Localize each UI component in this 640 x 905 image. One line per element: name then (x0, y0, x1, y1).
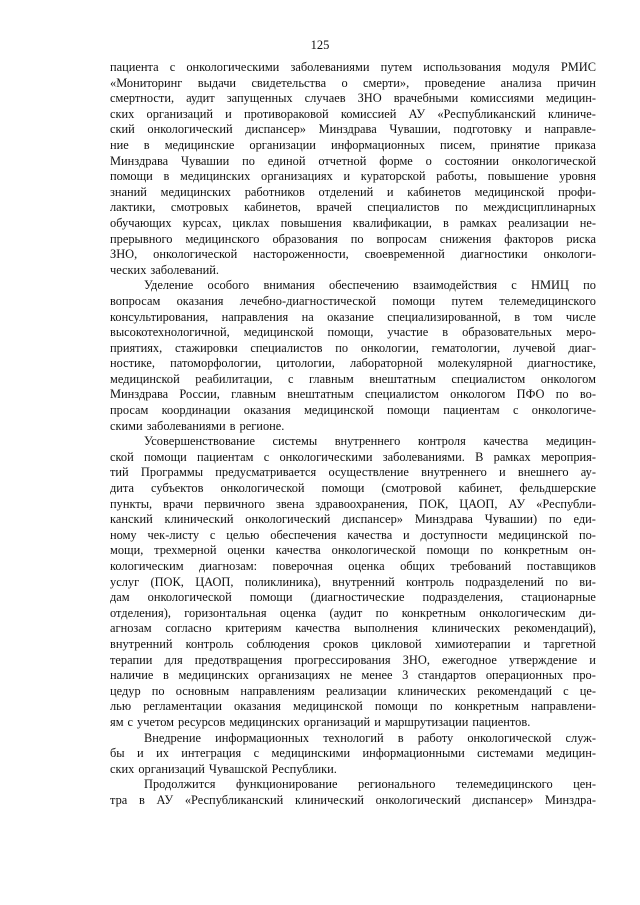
text-line: «Мониторинг выдачи свидетельства о смерти», проведение анализа причин (110, 75, 596, 90)
text-line: ЗНО, онкологической настороженности, своевременной диагностики онкологи- (110, 247, 596, 262)
text-line: Минздрава России, главным внештатным специалистом онкологом ПФО по во- (110, 387, 596, 402)
text-line: знаний медицинских работников отделений и кабинетов медицинской профи- (110, 184, 596, 199)
text-line: Уделение особого внимания обеспечению взаимодействия с НМИЦ по (144, 278, 596, 293)
text-line: лью регламентации оказания медицинской помощи по конкретным направлени- (110, 699, 596, 714)
text-line: ческих заболеваний. (110, 262, 219, 277)
text-line: пункты, врачи первичного звена здравоохранения, ПОК, ЦАОП, АУ «Республи- (110, 496, 596, 511)
text-line: внутренний контроль соблюдения сроков цикловой химиотерапии и таргетной (110, 636, 596, 651)
text-line: медицинской реабилитации, с главным внештатным специалистом онкологом (110, 371, 596, 386)
text-line: ям с учетом ресурсов медицинских организаций и маршрутизации пациентов. (110, 714, 531, 729)
page-number: 125 (310, 38, 330, 52)
text-line: кологическим диагнозам: поверочная оценка общих требований поставщиков (110, 559, 596, 573)
text-line: ному чек-листу с целью обеспечения качества и доступности медицинской по- (110, 527, 596, 542)
paragraph (110, 278, 596, 434)
text-line: канский клинический онкологический диспансер» Минздрава Чувашии) по еди- (110, 512, 596, 527)
text-line: лактики, смотровых кабинетов, врачей специалистов по междисциплинарных (110, 200, 596, 215)
document-body (110, 60, 596, 809)
text-line: прерывного медицинского образования по вопросам снижения факторов риска (110, 231, 596, 246)
text-line: бы и их интеграция с медицинскими информационными системами медицин- (110, 746, 596, 761)
text-line: смертности, аудит запущенных случаев ЗНО врачебными комиссиями медицин- (110, 91, 596, 106)
text-line: дита субъектов онкологической помощи (смотровой кабинет, фельдшерские (110, 481, 596, 496)
paragraph (110, 777, 596, 808)
text-line: вопросам оказания лечебно-диагностической помощи путем телемедицинского (110, 293, 596, 308)
text-line: обучающих курсах, циклах повышения квалификации, в рамках реализации не- (110, 215, 596, 230)
text-line: услуг (ПОК, ЦАОП, поликлиника), внутренний контроль подразделений по ви- (110, 574, 596, 589)
text-line: агнозам согласно критериям качества выполнения клинических рекомендаций), (110, 621, 596, 636)
text-line: Продолжится функционирование регионального телемедицинского цен- (144, 777, 596, 792)
text-line: терапии для предотвращения прогрессирования ЗНО, ежегодное утверждение и (110, 652, 596, 667)
text-line: Минздрава Чувашии по единой отчетной форме о состоянии онкологической (110, 153, 596, 168)
text-line: пациента с онкологическими заболеваниями путем использования модуля РМИС (110, 60, 596, 74)
text-line: помощи в медицинских организациях и кураторской работы, повышение уровня (110, 169, 596, 184)
text-line: ской помощи пациентам с онкологическими заболеваниями. В рамках мероприя- (110, 449, 596, 464)
paragraph (110, 434, 596, 730)
text-line: дам онкологической помощи (диагностические подразделения, стационарные (110, 590, 596, 605)
text-line: Усовершенствование системы внутреннего контроля качества медицин- (144, 434, 596, 449)
text-line: цедур по основным направлениям реализации клинических рекомендаций с це- (110, 683, 596, 698)
text-line: мощи, трехмерной оценки качества онкологической помощи по конкретным он- (110, 543, 596, 558)
text-line: ние в медицинские организации информационных писем, принятие приказа (110, 137, 596, 152)
text-line: отделения), горизонтальная оценка (аудит по конкретным онкологическим ди- (110, 605, 596, 620)
text-line: ностике, патоморфологии, цитологии, лабораторной молекулярной диагностике, (110, 356, 596, 371)
text-line: тий Программы предусматривается осуществление внутреннего и внешнего ау- (110, 465, 596, 480)
text-line: Внедрение информационных технологий в работу онкологической служ- (144, 730, 596, 745)
text-line: ский онкологический диспансер» Минздрава Чувашии, подготовку и направле- (110, 122, 596, 137)
paragraph (110, 60, 596, 278)
text-line: ских организаций Чувашской Республики. (110, 761, 337, 776)
text-line: просам координации оказания медицинской помощи пациентам с онкологиче- (110, 403, 596, 418)
text-line: приятиях, стажировки специалистов по онкологии, гематологии, лучевой диаг- (110, 340, 596, 355)
text-line: скими заболеваниями в регионе. (110, 418, 285, 433)
text-line: ских организаций и противораковой комиссией АУ «Республиканский клиниче- (110, 106, 596, 121)
text-line: консультирования, направления на оказание специализированной, в том числе (110, 309, 596, 324)
text-line: тра в АУ «Республиканский клинический онкологический диспансер» Минздра- (110, 792, 596, 807)
text-line: высокотехнологичной, медицинской помощи, участие в образовательных меро- (110, 325, 596, 340)
paragraph (110, 731, 596, 778)
text-line: наличие в медицинских организациях не менее 3 стандартов операционных про- (110, 668, 596, 683)
